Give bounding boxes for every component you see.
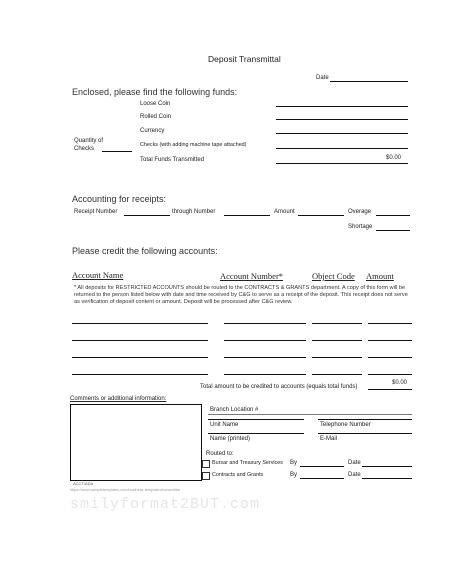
object-code-field-2[interactable]: [312, 340, 362, 341]
unit-name-field[interactable]: [208, 419, 304, 420]
total-funds-label: Total Funds Transmitted: [140, 157, 205, 163]
checks-label: Checks: [74, 146, 95, 152]
date-label-1: Date: [348, 460, 361, 466]
restricted-accounts-note: * All deposits for RESTRICTED ACCOUNTS should be routed to the CONTRACTS & GRANTS department. A copy of this form will be returned to the person listed below with date and time received by C&G to serve as a receipt of the deposit. This receipt does not serve as verification of deposit content or amount. Deposit will be processed after C&G review.: [74, 285, 408, 306]
amount-field[interactable]: [298, 215, 344, 216]
through-number-field[interactable]: [224, 215, 270, 216]
by-label-1: By: [290, 460, 298, 466]
total-credited-label: Total amount to be credited to accounts (equals total funds): [200, 384, 358, 390]
receipt-number-label: Receipt Number: [74, 209, 118, 215]
total-credited-value: $0.00: [392, 380, 408, 386]
unit-name-label: Unit Name: [210, 422, 239, 428]
routed-to-label: Routed to:: [206, 451, 234, 457]
shortage-label: Shortage: [348, 224, 373, 230]
amount-field-1[interactable]: [368, 323, 412, 324]
account-name-field-4[interactable]: [72, 374, 208, 375]
bursar-label: Bursar and Treasury Services: [212, 460, 284, 466]
email-field[interactable]: [318, 433, 412, 434]
overage-field[interactable]: [376, 215, 410, 216]
page-title: Deposit Transmittal: [208, 54, 281, 64]
col-account-name: Account Name: [72, 270, 124, 280]
email-label: E-Mail: [320, 436, 338, 442]
amount-field-3[interactable]: [368, 357, 412, 358]
account-name-field-2[interactable]: [72, 340, 208, 341]
account-name-field-1[interactable]: [72, 323, 208, 324]
object-code-field-3[interactable]: [312, 357, 362, 358]
date-label: Date: [316, 75, 329, 81]
date-field[interactable]: [330, 81, 408, 82]
account-name-field-3[interactable]: [72, 357, 208, 358]
object-code-field-4[interactable]: [312, 374, 362, 375]
name-printed-label: Name (printed): [210, 436, 251, 442]
by-field-1[interactable]: [300, 466, 344, 467]
col-account-number: Account Number*: [220, 271, 284, 281]
checks-item-label: Checks (with adding machine tape attached): [140, 142, 247, 148]
telephone-field[interactable]: [318, 419, 412, 420]
rolled-coin-label: Rolled Coin: [140, 114, 172, 120]
object-code-field-1[interactable]: [312, 323, 362, 324]
receipts-heading: Accounting for receipts:: [72, 194, 167, 204]
amount-field-2[interactable]: [368, 340, 412, 341]
by-label-2: By: [290, 472, 298, 478]
name-printed-field[interactable]: [208, 433, 304, 434]
check-quantity-field[interactable]: [102, 151, 132, 152]
account-number-field-2[interactable]: [224, 340, 306, 341]
currency-label: Currency: [140, 128, 165, 134]
telephone-label: Telephone Number: [320, 422, 371, 428]
total-funds-value: $0.00: [386, 155, 402, 161]
checks-field[interactable]: [276, 148, 408, 149]
loose-coin-field[interactable]: [276, 106, 408, 107]
account-number-field-1[interactable]: [224, 323, 306, 324]
amount-label: Amount: [274, 209, 295, 215]
account-number-field-3[interactable]: [224, 357, 306, 358]
currency-field[interactable]: [276, 133, 408, 134]
bursar-checkbox[interactable]: [202, 460, 210, 468]
amount-field-4[interactable]: [368, 374, 412, 375]
funds-heading: Enclosed, please find the following funds:: [72, 87, 238, 97]
branch-location-label: Branch Location #: [210, 407, 259, 413]
contracts-grants-checkbox[interactable]: [202, 472, 210, 480]
by-field-2[interactable]: [300, 478, 344, 479]
col-amount: Amount: [366, 271, 394, 281]
watermark: smilyformat2BUT.com: [70, 496, 261, 513]
branch-location-field[interactable]: [208, 414, 412, 415]
total-credited-field[interactable]: [368, 389, 412, 390]
receipt-number-field[interactable]: [124, 215, 170, 216]
through-number-label: through Number: [172, 209, 216, 215]
comments-label: Comments or additional information:: [70, 396, 167, 402]
overage-label: Overage: [348, 209, 372, 215]
date-label-2: Date: [348, 472, 361, 478]
col-object-code: Object Code: [312, 271, 355, 281]
date-field-1[interactable]: [362, 466, 412, 467]
accounts-heading: Please credit the following accounts:: [72, 246, 218, 256]
contracts-grants-label: Contracts and Grants: [212, 472, 264, 478]
comments-box[interactable]: [70, 404, 202, 481]
total-funds-field[interactable]: [276, 163, 408, 164]
footer-url: https://www.sampletemplates.com/business-templates/transmittal: [70, 488, 180, 492]
loose-coin-label: Loose Coin: [140, 101, 171, 107]
rolled-coin-field[interactable]: [276, 119, 408, 120]
box-small-text: ACCT/ADA: [73, 481, 94, 486]
date-field-2[interactable]: [362, 478, 412, 479]
account-number-field-4[interactable]: [224, 374, 306, 375]
quantity-label: Quantity of: [74, 138, 104, 144]
shortage-field[interactable]: [376, 230, 410, 231]
